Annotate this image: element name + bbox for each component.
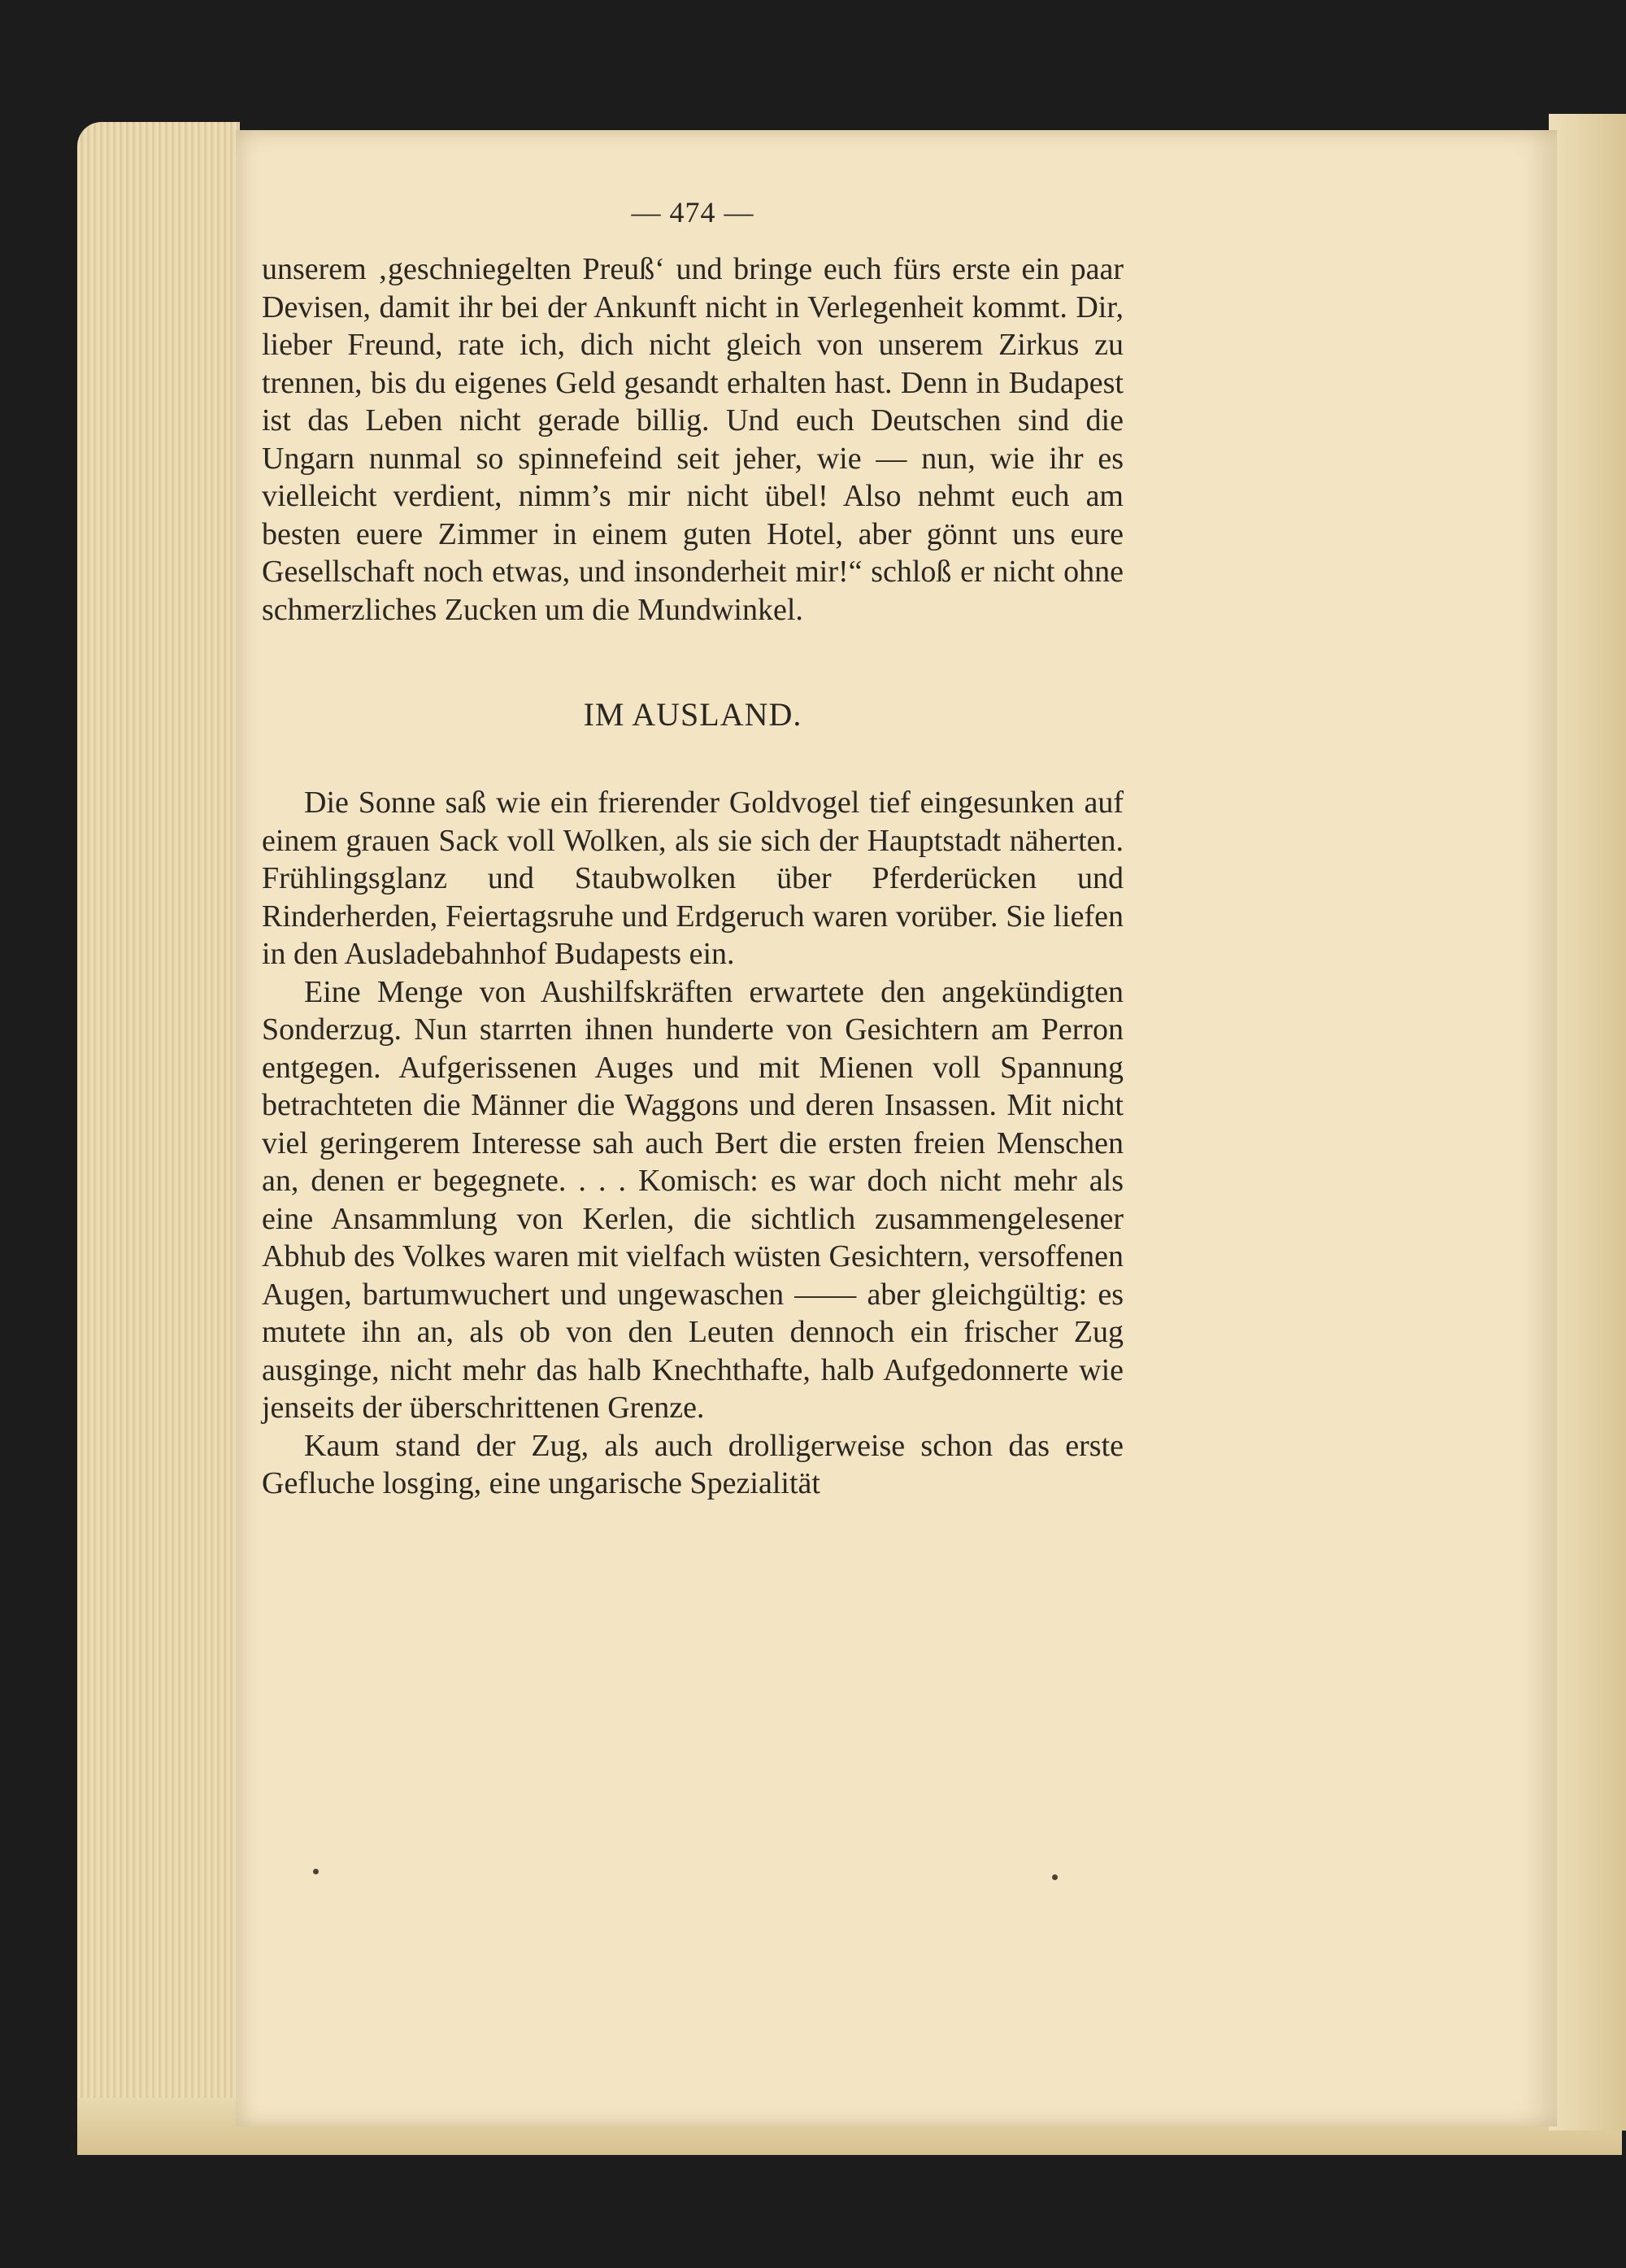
facing-page-edge <box>1549 114 1626 2131</box>
paragraph-text: unserem ‚geschniegelten Preuß‘ und bringe euch fürs erste ein paar Devisen, damit ihr bei der Ankunft nicht in Verlegenheit kommt. Dir, lieber Freund, rate ich, dich nicht gleich von unserem Zirkus zu trennen, bis du eigenes Geld gesandt erhalten hast. Denn in Budapest ist das Leben nicht gerade billig. Und euch Deutschen sind die Ungarn nunmal so spinnefeind seit jeher, wie — nun, wie ihr es vielleicht verdient, nimm’s mir nicht übel! Also nehmt euch am besten euere Zimmer in einem guten Hotel, aber gönnt uns eure Gesellschaft noch etwas, und insonderheit mir!“ schloß er nicht ohne schmerzliches Zucken um die Mundwinkel. <box>262 252 1124 627</box>
page-number: — 474 — <box>631 196 754 229</box>
continued-paragraph <box>262 250 1124 629</box>
chapter-title: IM AUSLAND. <box>583 696 802 733</box>
print-mark-center <box>1052 1874 1058 1880</box>
chapter-body <box>262 784 1124 1503</box>
text-block <box>262 195 1124 1503</box>
paragraph-3: Kaum stand der Zug, als auch drolligerweise schon das erste Gefluche losging, eine ungarische Spezialität <box>262 1428 1124 1500</box>
page-edges-left <box>77 122 240 2147</box>
paragraph-1: Die Sonne saß wie ein frierender Goldvogel tief eingesunken auf einem grauen Sack voll Wolken, als sie sich der Hauptstadt näherten. Frühlingsglanz und Staubwolken über Pferderücken und Rinderherden, Feiertagsruhe und Erdgeruch waren vorüber. Sie liefen in den Ausladebahnhof Budapests ein. <box>262 786 1124 971</box>
paragraph-2: Eine Menge von Aushilfskräften erwartete den angekündigten Sonderzug. Nun starrten ihnen hunderte von Gesichtern am Perron entgegen. Aufgerissenen Auges und mit Mienen voll Spannung betrachteten die Männer die Waggons und deren Insassen. Mit nicht viel geringerem Interesse sah auch Bert die ersten freien Menschen an, denen er begegnete. . . . Komisch: es war doch nicht mehr als eine Ansammlung von Kerlen, die sichtlich zusammengelesener Abhub des Volkes waren mit vielfach wüsten Gesichtern, versoffenen Augen, bartumwuchert und ungewaschen —— aber gleichgültig: es mutete ihn an, als ob von den Leuten dennoch ein frischer Zug ausginge, nicht mehr das halb Knechthafte, halb Aufgedonnerte wie jenseits der überschrittenen Grenze. <box>262 974 1124 1425</box>
print-mark-left <box>313 1869 319 1874</box>
